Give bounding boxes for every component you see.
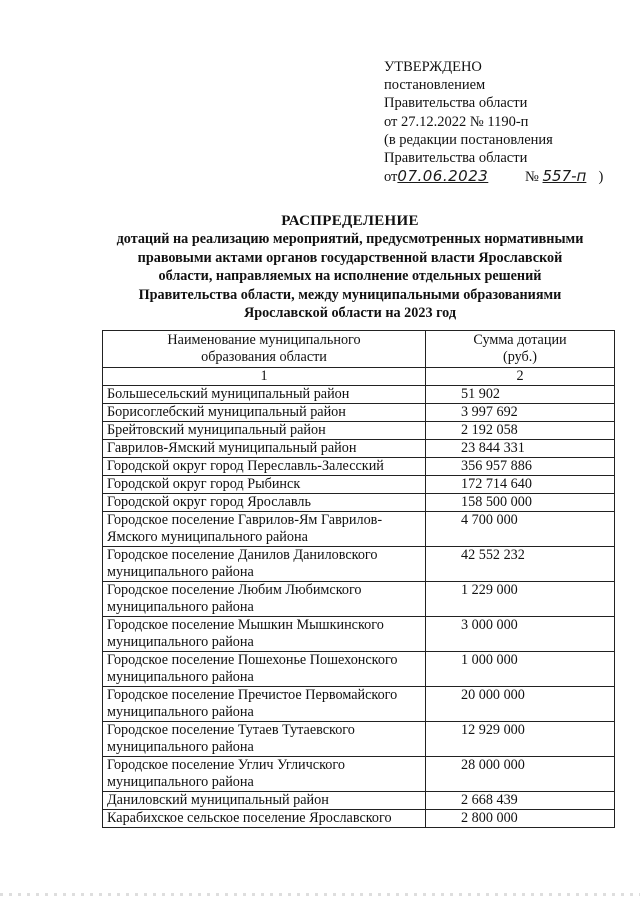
scan-edge-artifact: [0, 893, 640, 896]
subsidy-amount-cell: 1 000 000: [426, 652, 615, 687]
approval-line: Правительства области: [384, 150, 528, 167]
header-name-line1: Наименование муниципального: [167, 332, 361, 349]
title-heading: РАСПРЕДЕЛЕНИЕ: [281, 213, 419, 229]
municipality-name-cell: Городское поселение Тутаев Тутаевского муниципального района: [103, 722, 426, 757]
municipality-name-cell: Городское поселение Мышкин Мышкинского муниципального района: [103, 617, 426, 652]
title-line: дотаций на реализацию мероприятий, предусмотренных нормативными: [116, 231, 584, 248]
number-prefix: №: [525, 169, 539, 186]
header-sum-cell: [426, 331, 615, 368]
subsidy-amount-cell: 2 800 000: [426, 810, 615, 828]
municipality-name-cell: Гаврилов-Ямский муниципальный район: [103, 440, 426, 458]
table-header-row: [103, 331, 615, 368]
table-row: [103, 512, 615, 547]
municipality-name-cell: Городское поселение Пречистое Первомайского муниципального района: [103, 687, 426, 722]
subsidy-amount-cell: 172 714 640: [426, 476, 615, 494]
municipality-name-cell: Городской округ город Переславль-Залесский: [103, 458, 426, 476]
subsidy-table: [102, 330, 615, 828]
subsidy-amount-cell: 158 500 000: [426, 494, 615, 512]
subsidy-amount-cell: 1 229 000: [426, 582, 615, 617]
closing-paren: ): [598, 169, 604, 186]
subsidy-amount-cell: 20 000 000: [426, 687, 615, 722]
table-row: [103, 404, 615, 422]
subsidy-amount-cell: 356 957 886: [426, 458, 615, 476]
table-row: [103, 440, 615, 458]
approval-heading: УТВЕРЖДЕНО: [384, 59, 482, 75]
approval-decree: от 27.12.2022 № 1190-п: [384, 113, 529, 130]
title-line: области, направляемых на исполнение отдельных решений: [158, 268, 542, 285]
table-row: [103, 810, 615, 828]
municipality-name-cell: Городское поселение Любим Любимского муниципального района: [103, 582, 426, 617]
table-row: [103, 547, 615, 582]
subsidy-amount-cell: 2 192 058: [426, 422, 615, 440]
subsidy-amount-cell: 4 700 000: [426, 512, 615, 547]
table-row: [103, 458, 615, 476]
subsidy-amount-cell: 12 929 000: [426, 722, 615, 757]
table-row: [103, 617, 615, 652]
table-row: [103, 687, 615, 722]
title-line: Правительства области, между муниципальными образованиями: [138, 286, 562, 303]
title-line: Ярославской области на 2023 год: [243, 305, 457, 322]
approval-date-line: [384, 167, 603, 186]
column-index-1: 1: [103, 368, 426, 386]
header-name-cell: [103, 331, 426, 368]
table-row: [103, 582, 615, 617]
subsidy-amount-cell: 3 997 692: [426, 404, 615, 422]
column-index-2: 2: [426, 368, 615, 386]
subsidy-amount-cell: 51 902: [426, 386, 615, 404]
table-row: [103, 722, 615, 757]
municipality-name-cell: Городское поселение Пошехонье Пошехонского муниципального района: [103, 652, 426, 687]
municipality-name-cell: Городской округ город Ярославль: [103, 494, 426, 512]
municipality-name-cell: Городское поселение Гаврилов-Ям Гаврилов-Ямского муниципального района: [103, 512, 426, 547]
municipality-name-cell: Городской округ город Рыбинск: [103, 476, 426, 494]
column-index-row: [103, 368, 615, 386]
approval-block: [384, 58, 603, 186]
table-row: [103, 476, 615, 494]
table-row: [103, 494, 615, 512]
header-sum-line1: Сумма дотации: [473, 332, 567, 349]
table-row: [103, 386, 615, 404]
subsidy-amount-cell: 2 668 439: [426, 792, 615, 810]
municipality-name-cell: Карабихское сельское поселение Ярославского: [103, 810, 426, 828]
subsidy-amount-cell: 28 000 000: [426, 757, 615, 792]
municipality-name-cell: Городское поселение Углич Угличского муниципального района: [103, 757, 426, 792]
table-row: [103, 422, 615, 440]
table-row: [103, 792, 615, 810]
title-line: правовыми актами органов государственной власти Ярославской: [137, 249, 563, 266]
approval-line: (в редакции постановления: [384, 131, 553, 148]
municipality-name-cell: Большесельский муниципальный район: [103, 386, 426, 404]
handwritten-number: 557-п: [542, 167, 587, 186]
subsidy-amount-cell: 42 552 232: [426, 547, 615, 582]
table-row: [103, 652, 615, 687]
municipality-name-cell: Борисоглебский муниципальный район: [103, 404, 426, 422]
approval-line: Правительства области: [384, 95, 528, 112]
document-title: [90, 212, 610, 322]
municipality-name-cell: Городское поселение Данилов Даниловского муниципального района: [103, 547, 426, 582]
approval-line: постановлением: [384, 77, 486, 94]
handwritten-date: 07.06.2023: [397, 167, 489, 186]
table-row: [103, 757, 615, 792]
subsidy-amount-cell: 3 000 000: [426, 617, 615, 652]
date-prefix: от: [384, 169, 398, 186]
municipality-name-cell: Брейтовский муниципальный район: [103, 422, 426, 440]
municipality-name-cell: Даниловский муниципальный район: [103, 792, 426, 810]
subsidy-amount-cell: 23 844 331: [426, 440, 615, 458]
header-name-line2: образования области: [201, 349, 327, 365]
header-sum-line2: (руб.): [502, 349, 538, 365]
